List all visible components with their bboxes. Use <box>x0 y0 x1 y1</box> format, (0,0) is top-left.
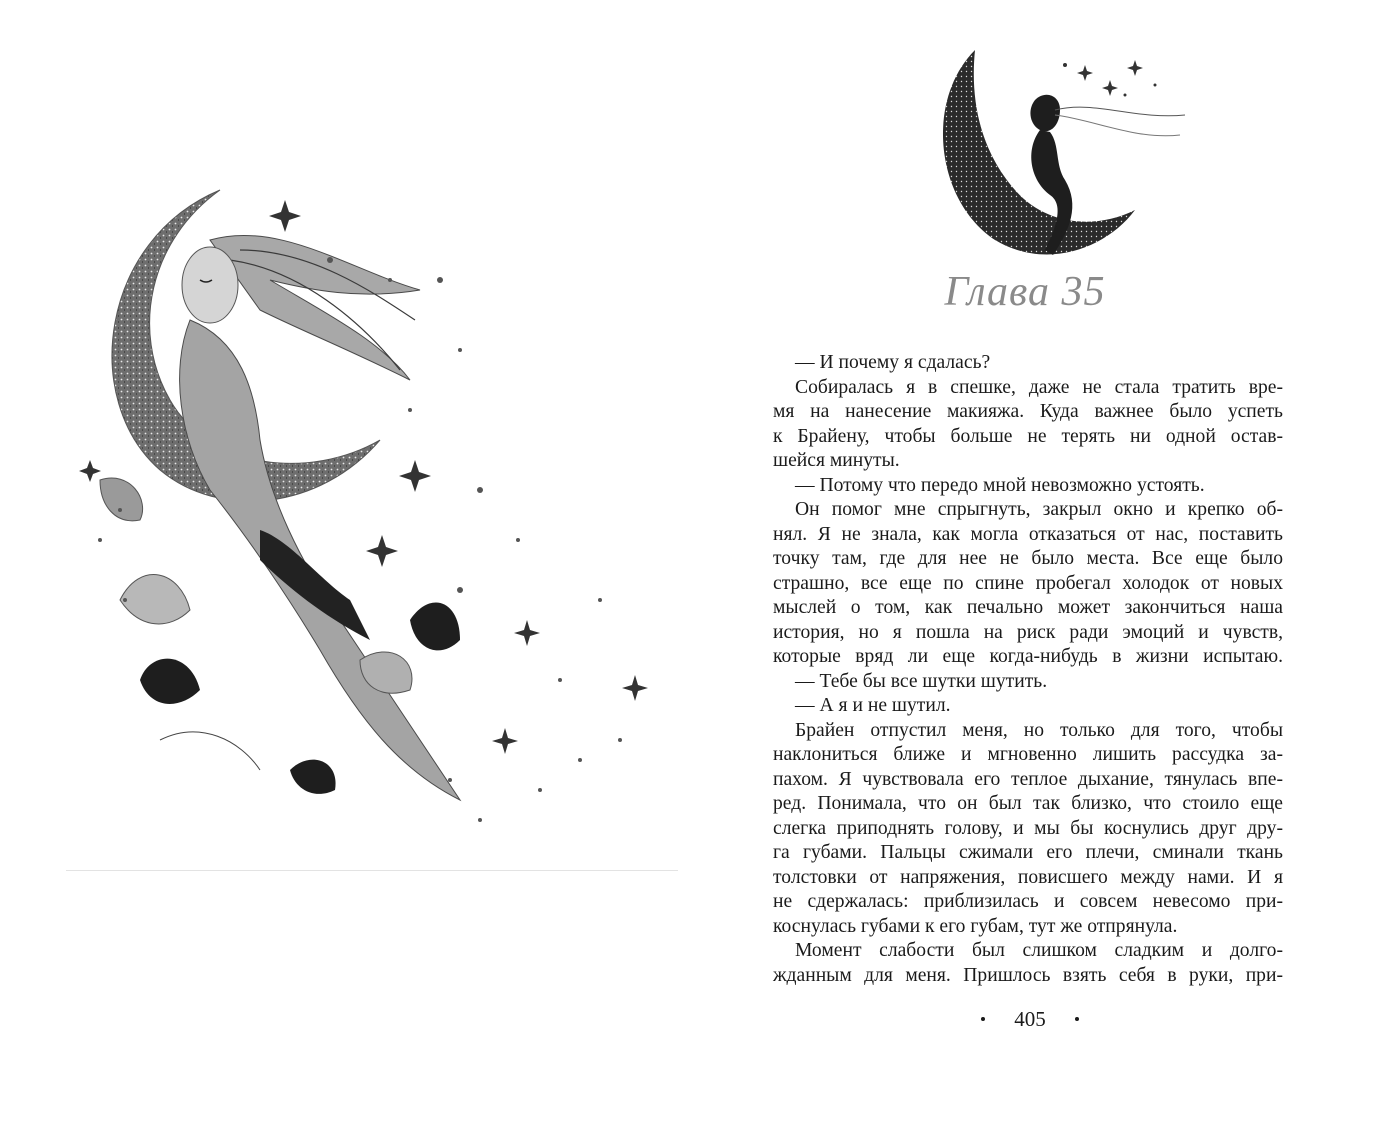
body-text <box>773 351 1283 988</box>
text-line: которые вряд ли еще когда-нибудь в жизни испытаю. <box>773 646 1283 667</box>
text-line: — И почему я сдалась? <box>795 352 991 373</box>
text-line: слегка приподнять голову, и мы бы коснулись друг дру- <box>773 817 1283 839</box>
text-line: коснулась губами к его губам, тут же отпрянула. <box>773 915 1178 937</box>
text-line: история, но я пошла на риск ради эмоций и чувств, <box>773 621 1283 643</box>
text-line: Брайен отпустил меня, но только для того, чтобы <box>795 719 1283 741</box>
text-line: Момент слабости был слишком сладким и долго- <box>795 940 1283 961</box>
text-line: страшно, все еще по спине пробегал холодок от новых <box>773 572 1283 594</box>
text-line: к Брайену, чтобы больше не терять ни одной остав- <box>773 425 1283 447</box>
text-line: точку там, где для нее не было места. Все еще было <box>773 548 1283 569</box>
text-line: ред. Понимала, что он был так близко, что стоило еще <box>773 793 1283 814</box>
text-line: — Потому что передо мной невозможно устоять. <box>795 474 1205 496</box>
text-line: пахом. Я чувствовала его теплое дыхание, тянулась впе- <box>773 768 1283 790</box>
page-footer <box>950 1003 1110 1035</box>
text-line: мыслей о том, как печально может закончиться наша <box>773 597 1283 618</box>
text-line: мя на нанесение макияжа. Куда важнее было успеть <box>773 401 1283 422</box>
page-number: 405 <box>1014 1006 1046 1031</box>
moon-ornament-icon <box>962 1008 1004 1030</box>
moon-ornament-icon <box>1056 1008 1098 1030</box>
text-line: Собиралась я в спешке, даже не стала тратить вре- <box>795 376 1283 398</box>
text-line: — А я и не шутил. <box>795 695 951 716</box>
text-line: — Тебе бы все шутки шутить. <box>795 670 1048 692</box>
text-line: не сдержалась: приблизилась и совсем невесомо при- <box>773 891 1283 912</box>
moon-chapter-vignette <box>935 40 1195 280</box>
crescent-moon-woman-illustration <box>60 180 680 860</box>
text-line: Он помог мне спрыгнуть, закрыл окно и крепко об- <box>795 499 1283 520</box>
text-line: жданным для меня. Пришлось взять себя в руки, при- <box>773 964 1283 986</box>
page-divider <box>66 870 678 871</box>
text-line: га губами. Пальцы сжимали его плечи, сминали ткань <box>773 842 1283 863</box>
text-line: толстовки от напряжения, повисшего между нами. И я <box>773 866 1283 888</box>
text-line: наклониться ближе и мгновенно лишить рассудка за- <box>773 744 1283 765</box>
text-line: нял. Я не знала, как могла отказаться от нас, поставить <box>773 523 1283 545</box>
text-line: шейся минуты. <box>773 450 900 471</box>
chapter-title: Глава 35 <box>944 269 1106 315</box>
